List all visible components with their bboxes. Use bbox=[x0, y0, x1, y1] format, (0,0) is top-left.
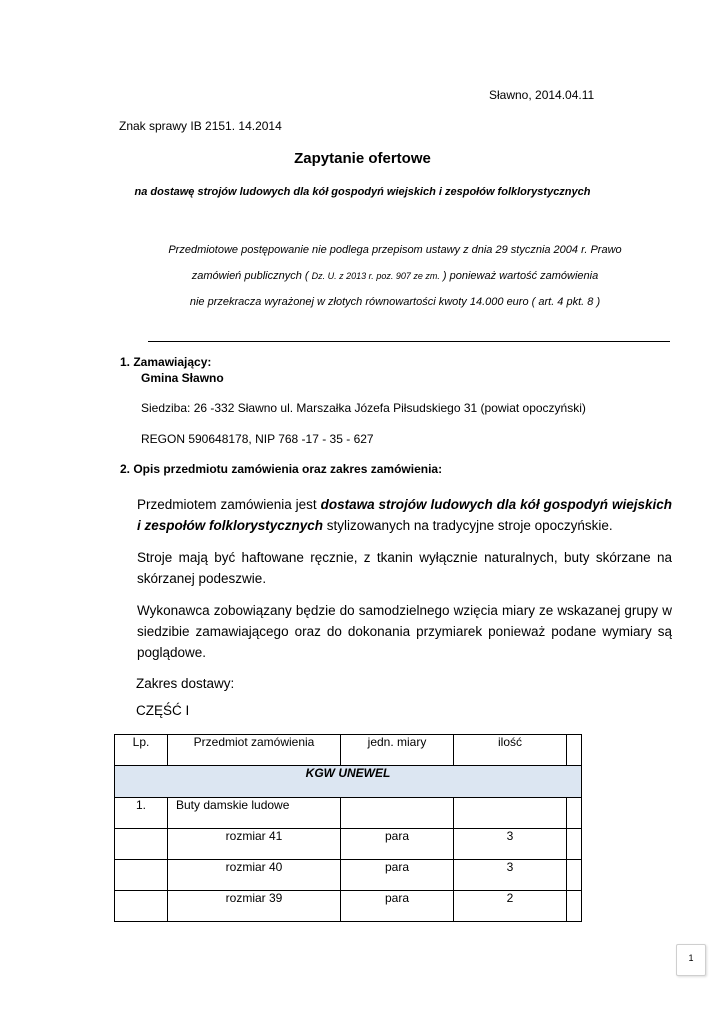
document-date: Sławno, 2014.04.11 bbox=[489, 88, 595, 102]
page-number: 1 bbox=[676, 944, 706, 976]
description-paragraph-2: Stroje mają być haftowane ręcznie, z tkanin wyłącznie naturalnych, buty skórzane na skórzanej podeszwie. bbox=[137, 550, 672, 586]
order-table bbox=[114, 734, 582, 922]
p1-start: Przedmiotem zamówienia jest bbox=[137, 497, 321, 512]
row-extra bbox=[567, 891, 582, 922]
description-paragraph-3: Wykonawca zobowiązany będzie do samodzielnego wzięcia miary ze wskazanej grupy w siedzibie zamawiającego oraz do dokonania przymiarek ponieważ podane wymiary są poglądowe. bbox=[137, 603, 672, 660]
p1-end: stylizowanych na tradycyjne stroje opoczyńskie. bbox=[323, 518, 613, 533]
section-1-heading: 1. Zamawiający: bbox=[120, 355, 212, 369]
contracting-authority-name: Gmina Sławno bbox=[141, 371, 224, 385]
row-size: rozmiar 39 bbox=[168, 891, 341, 922]
legal-line-2 bbox=[120, 263, 670, 289]
row-size: rozmiar 40 bbox=[168, 860, 341, 891]
row-size: rozmiar 41 bbox=[168, 829, 341, 860]
table-row bbox=[115, 798, 582, 829]
description-paragraph-1 bbox=[137, 494, 672, 536]
legal-citation: Dz. U. z 2013 r. poz. 907 ze zm. bbox=[311, 271, 440, 281]
document-title: Zapytanie ofertowe bbox=[294, 150, 431, 167]
horizontal-divider bbox=[148, 341, 670, 342]
header-subject: Przedmiot zamówienia bbox=[168, 735, 341, 766]
row-lp bbox=[115, 860, 168, 891]
authority-address: Siedziba: 26 -332 Sławno ul. Marszałka Józefa Piłsudskiego 31 (powiat opoczyński) bbox=[141, 401, 586, 415]
item-name: Buty damskie ludowe bbox=[168, 798, 341, 829]
header-unit: jedn. miary bbox=[341, 735, 454, 766]
row-qty: 3 bbox=[454, 829, 567, 860]
row-lp bbox=[115, 829, 168, 860]
row-qty: 2 bbox=[454, 891, 567, 922]
document-subtitle: na dostawę strojów ludowych dla kół gospodyń wiejskich i zespołów folklorystycznych bbox=[134, 186, 591, 198]
header-lp: Lp. bbox=[115, 735, 168, 766]
table-group-row bbox=[115, 766, 582, 798]
row-unit: para bbox=[341, 860, 454, 891]
case-reference: Znak sprawy IB 2151. 14.2014 bbox=[119, 119, 282, 133]
row-unit: para bbox=[341, 829, 454, 860]
legal-line-2-start: zamówień publicznych ( bbox=[191, 270, 312, 282]
row-unit: para bbox=[341, 891, 454, 922]
section-2-heading: 2. Opis przedmiotu zamówienia oraz zakres zamówienia: bbox=[120, 462, 443, 476]
item-qty bbox=[454, 798, 567, 829]
scope-label: Zakres dostawy: bbox=[136, 676, 235, 691]
row-lp bbox=[115, 891, 168, 922]
row-extra bbox=[567, 860, 582, 891]
authority-ids: REGON 590648178, NIP 768 -17 - 35 - 627 bbox=[141, 432, 374, 446]
part-label: CZĘŚĆ I bbox=[136, 703, 190, 718]
legal-notice bbox=[120, 237, 670, 315]
header-extra bbox=[567, 735, 582, 766]
legal-line-3: nie przekracza wyrażonej w złotych równowartości kwoty 14.000 euro ( art. 4 pkt. 8 ) bbox=[189, 296, 601, 308]
item-lp: 1. bbox=[115, 798, 168, 829]
legal-line-1: Przedmiotowe postępowanie nie podlega przepisom ustawy z dnia 29 stycznia 2004 r. Prawo bbox=[168, 244, 622, 256]
item-unit bbox=[341, 798, 454, 829]
group-label: KGW UNEWEL bbox=[115, 766, 582, 798]
p1-subject: dostawa strojów ludowych dla kół gospodyń wiejskich i zespołów folklorystycznych bbox=[137, 497, 672, 533]
table-row bbox=[115, 829, 582, 860]
legal-line-2-end: ) ponieważ wartość zamówienia bbox=[439, 270, 599, 282]
table-row bbox=[115, 860, 582, 891]
header-quantity: ilość bbox=[454, 735, 567, 766]
row-qty: 3 bbox=[454, 860, 567, 891]
item-extra bbox=[567, 798, 582, 829]
table-header-row bbox=[115, 735, 582, 766]
row-extra bbox=[567, 829, 582, 860]
table-row bbox=[115, 891, 582, 922]
